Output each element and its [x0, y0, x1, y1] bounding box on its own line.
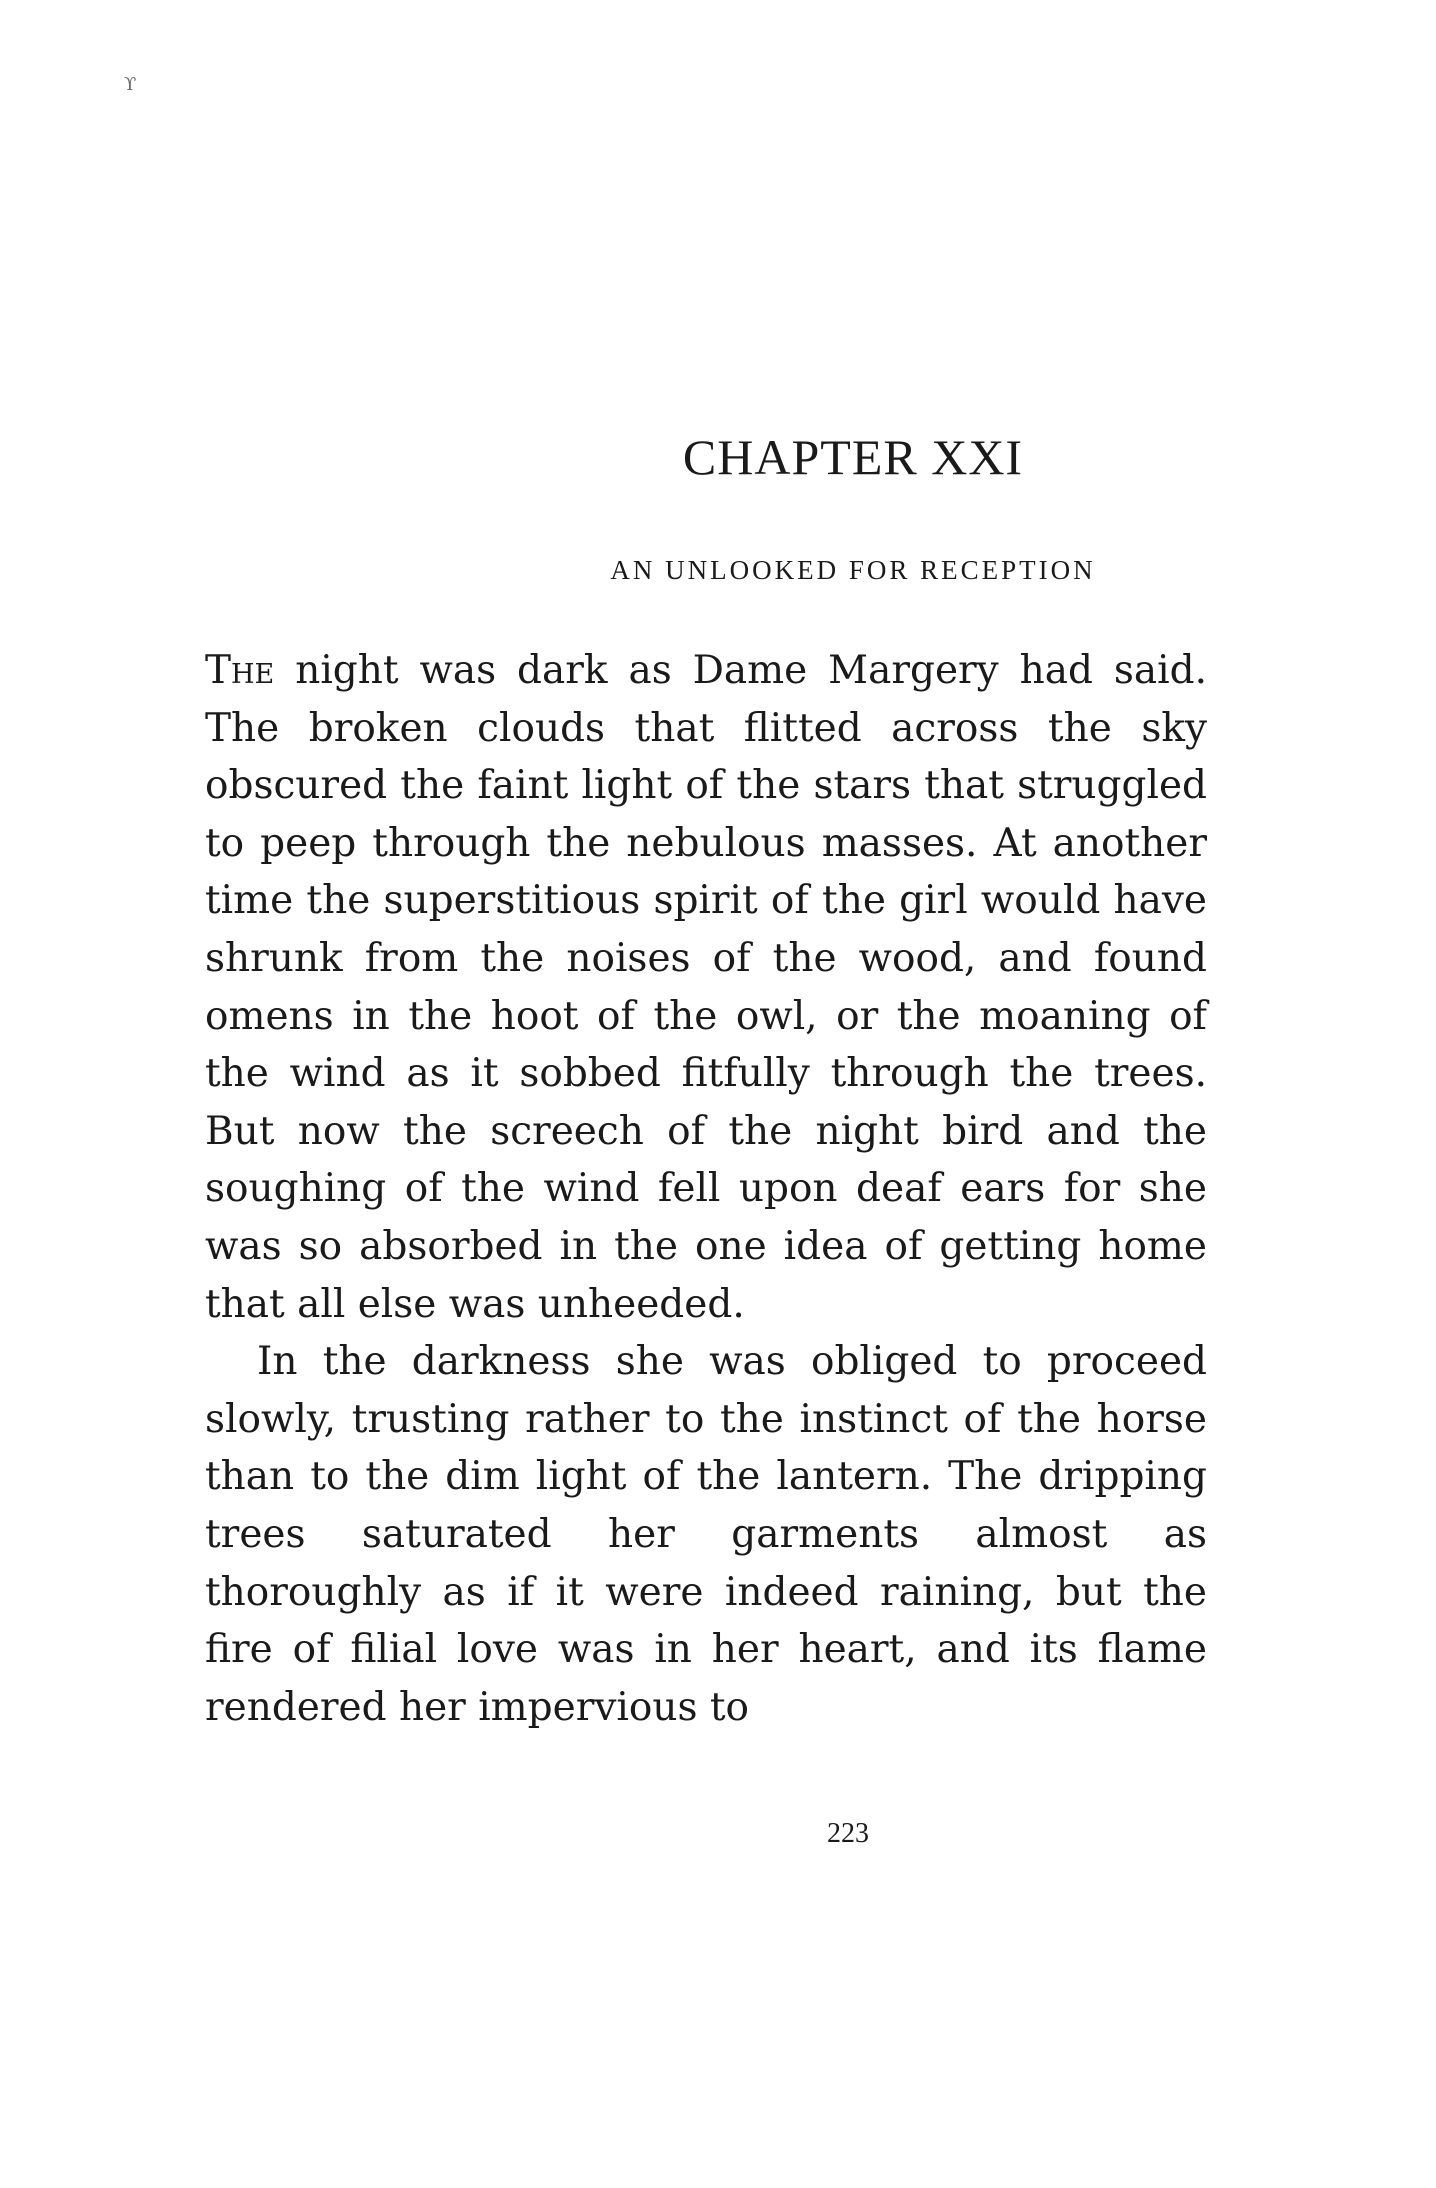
- paragraph-1: [205, 642, 1207, 1333]
- paragraph-1-text: night was dark as Dame Margery had said. The broken clouds that flitted across the sky obscured the faint light of the stars that struggled to peep through the nebulous masses. At another time the superstitious spirit of the girl would have shrunk from the noises of the wood, and found omens in the hoot of the owl, or the moaning of the wind as it sobbed fitfully through the trees. But now the screech of the night bird and the soughing of the wind fell upon deaf ears for she was so absorbed in the one idea of getting home that all else was unheeded.: [205, 648, 1207, 1327]
- chapter-title: CHAPTER XXI: [682, 429, 1024, 485]
- chapter-subtitle: AN UNLOOKED FOR RECEPTION: [610, 555, 1096, 585]
- paragraph-2: [205, 1333, 1207, 1736]
- page-number: 223: [827, 1818, 869, 1849]
- lead-word: The: [205, 648, 275, 693]
- body-text: [205, 642, 1207, 1736]
- margin-mark: ϒ: [124, 74, 137, 95]
- paragraph-2-text: In the darkness she was obliged to proceed slowly, trusting rather to the instinct of the horse than to the dim light of the lantern. The dripping trees saturated her garments almost as thoroughly as if it were indeed raining, but the fire of filial love was in her heart, and its flame rendered her impervious to: [205, 1339, 1207, 1730]
